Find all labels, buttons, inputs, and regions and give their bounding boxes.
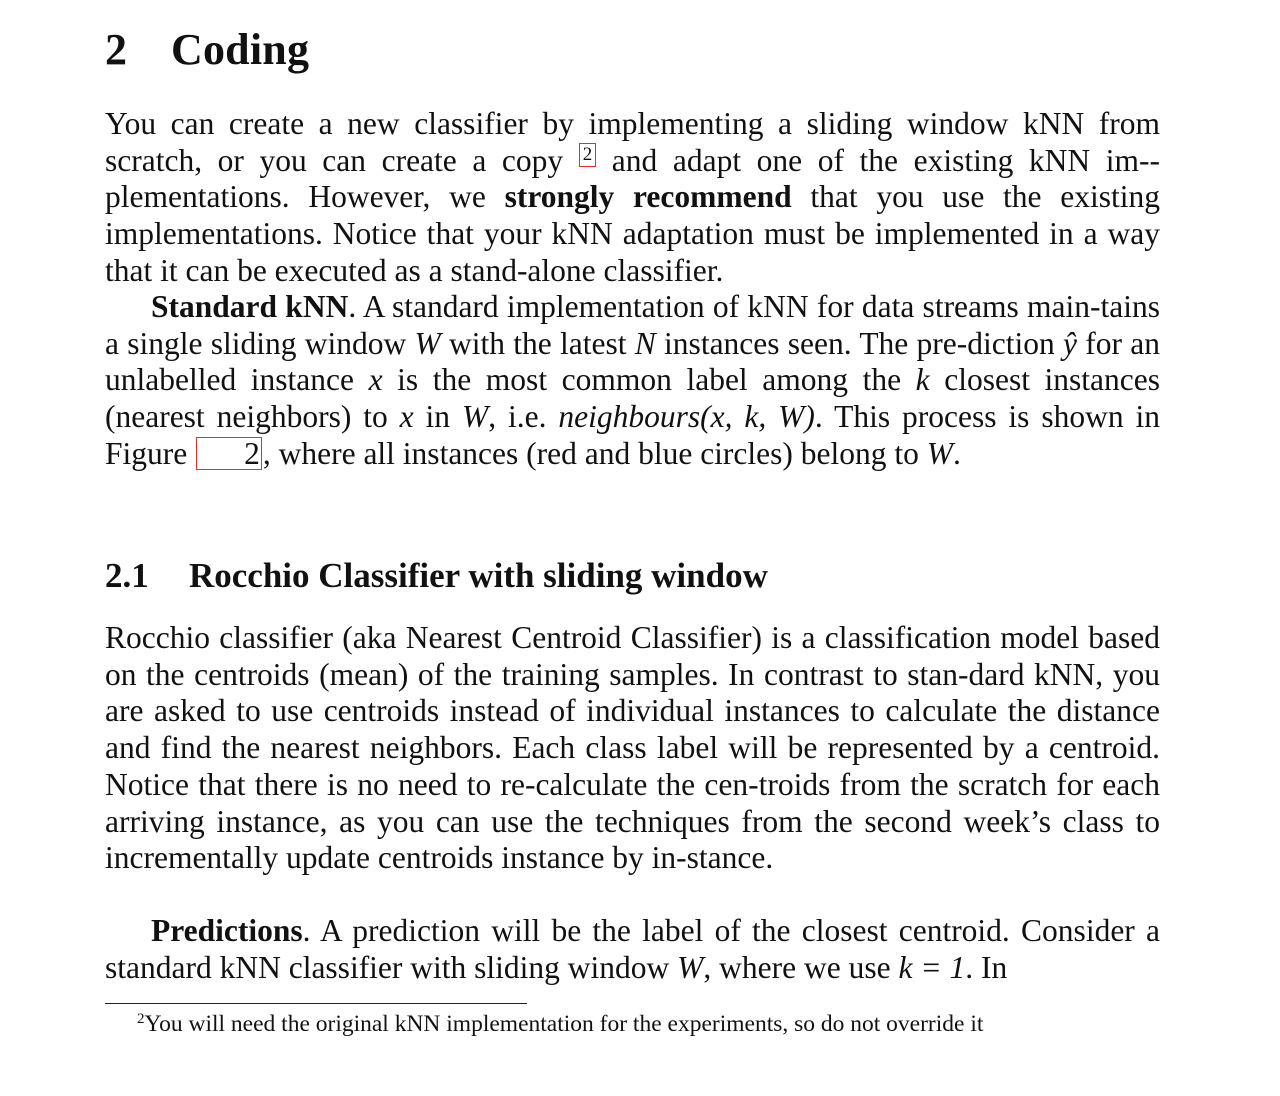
subsection-number: 2.1 — [105, 556, 149, 595]
paragraph-text: is the most common label among the — [382, 362, 916, 398]
math-window: W — [677, 949, 704, 985]
math-n: N — [634, 325, 656, 361]
paragraph-text: . — [953, 435, 961, 471]
math-function-args: (x, k, W) — [700, 399, 815, 435]
figure-reference-link[interactable]: 2 — [196, 437, 262, 471]
paragraph-text: closest instances (nearest neighbors) to — [105, 362, 1161, 435]
paragraph-text: . In — [965, 949, 1008, 985]
section-number: 2 — [105, 25, 128, 74]
math-function-neighbours: neighbours — [558, 399, 701, 435]
math-window: W — [414, 325, 441, 361]
standard-knn-label: Standard kNN — [151, 289, 349, 324]
subsection-heading — [105, 556, 768, 596]
predictions-label: Predictions — [151, 913, 303, 948]
rocchio-paragraph: Rocchio classifier (aka Nearest Centroid Classifier) is a classification model based on the centroids (mean) of the training samples. In contrast to stan-dard kNN, you are asked to use centroids instead of individual instances to calculate the distance and find the nearest neighbors. Each class label will be represented by a centroid. Notice that there is no need to re-calculate the cen-troids from the scratch for each arriving instance, as you can use the techniques from the second week’s class to incrementally update centroids instance by in-stance. — [105, 620, 1160, 876]
predictions-paragraph — [105, 913, 1160, 986]
intro-text-2: and adapt one of the existing kNN im-plementations. However, we — [105, 142, 1160, 215]
intro-text-1: You can create a new classifier by implementing a sliding window kNN from scratch, or you can create a copy — [105, 106, 1160, 178]
footnote-rule — [105, 1003, 527, 1004]
math-x: x — [399, 399, 414, 435]
paragraph-text: . This process is shown in Figure — [105, 399, 1161, 471]
paragraph-text: in — [413, 399, 462, 435]
paragraph-text: , where we use — [703, 949, 899, 985]
section-heading — [105, 24, 309, 75]
section-title: Coding — [171, 25, 310, 74]
math-window: W — [926, 435, 953, 471]
math-x: x — [368, 362, 383, 398]
subsection-title: Rocchio Classifier with sliding window — [189, 556, 768, 595]
paragraph-text: , where all instances (red and blue circles) belong to — [262, 435, 927, 471]
paragraph-text: , i.e. — [488, 399, 559, 435]
math-k-equals-1: k = 1 — [898, 949, 966, 985]
intro-text-3: that you use the existing implementations. Notice that your kNN adaptation must be implemented in a way that it can be executed as a stand-alone classifier. — [105, 179, 1160, 288]
intro-paragraph — [105, 106, 1160, 290]
footnote-text: You will need the original kNN implementation for the experiments, so do not override it — [144, 1011, 984, 1037]
footnote-mark: 2 — [137, 1011, 145, 1027]
math-yhat: ŷ — [1063, 325, 1077, 361]
footnote — [137, 1011, 983, 1038]
paragraph-text: for an unlabelled instance — [105, 325, 1160, 398]
paragraph-text: instances seen. The pre-diction — [655, 325, 1064, 361]
math-k: k — [915, 362, 930, 398]
standard-knn-paragraph — [105, 289, 1160, 473]
footnote-link[interactable]: 2 — [579, 143, 597, 167]
paragraph-text: with the latest — [440, 325, 635, 361]
strongly-recommend-bold: strongly recommend — [504, 179, 792, 215]
math-window: W — [461, 399, 489, 435]
paragraph-text: . A standard implementation of kNN for data streams main-tains a single sliding window — [105, 289, 1160, 361]
paragraph-text: . A prediction will be the label of the closest centroid. Consider a standard kNN classifier with sliding window — [105, 913, 1160, 985]
